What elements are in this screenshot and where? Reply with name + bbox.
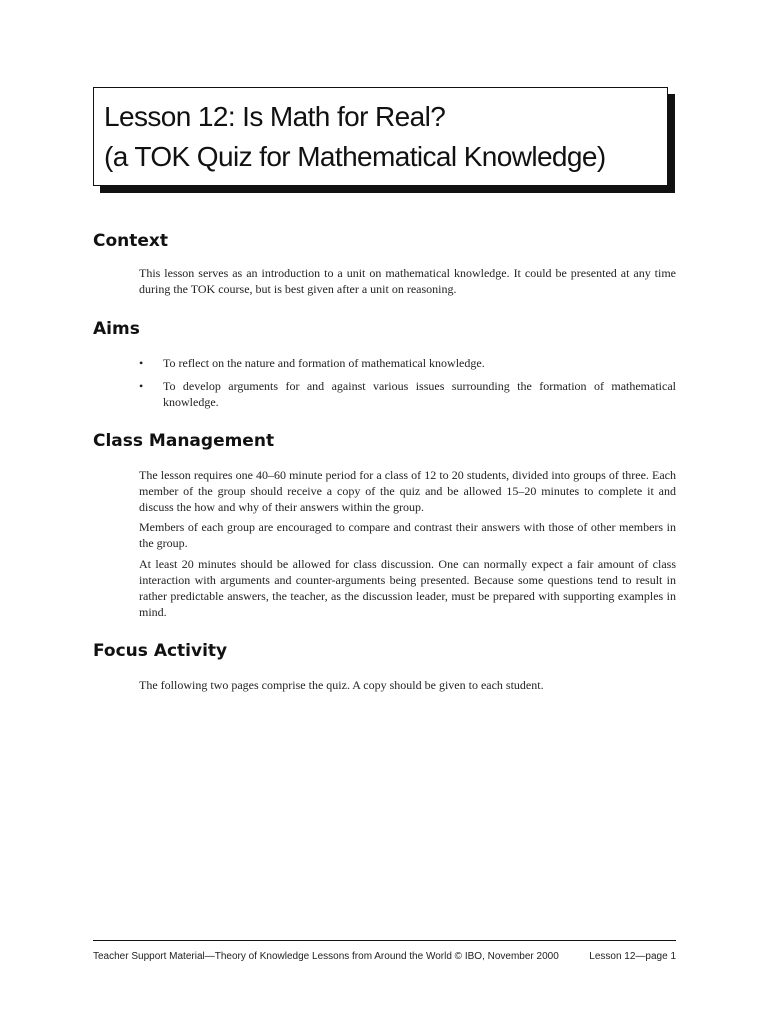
class-management-heading: Class Management bbox=[93, 431, 275, 451]
footer-page-number: Lesson 12—page 1 bbox=[589, 951, 676, 962]
lesson-title: Lesson 12: Is Math for Real? bbox=[104, 101, 446, 132]
bullet-icon: • bbox=[139, 356, 144, 370]
aims-bullet-text: To develop arguments for and against various issues surrounding the formation of mathematical knowledge. bbox=[163, 379, 676, 409]
class-management-paragraph: At least 20 minutes should be allowed for class discussion. One can normally expect a fair amount of class interaction with arguments and counter-arguments being presented. Because some questions tend to result in rather predictable answers, the teacher, as the discussion leader, must be prepared with supporting examples in mind. bbox=[139, 557, 676, 619]
aims-bullet-item bbox=[139, 378, 676, 410]
class-management-paragraph: Members of each group are encouraged to compare and contrast their answers with those of other members in the group. bbox=[139, 520, 676, 550]
lesson-title-box bbox=[93, 87, 668, 186]
aims-bullet-item bbox=[139, 355, 676, 371]
footer-source: Teacher Support Material—Theory of Knowledge Lessons from Around the World © IBO, November 2000 bbox=[93, 951, 559, 962]
focus-activity-heading: Focus Activity bbox=[93, 641, 228, 661]
aims-heading: Aims bbox=[93, 319, 140, 339]
lesson-subtitle: (a TOK Quiz for Mathematical Knowledge) bbox=[104, 141, 606, 172]
context-heading: Context bbox=[93, 231, 169, 251]
class-management-paragraph: The lesson requires one 40–60 minute period for a class of 12 to 20 students, divided into groups of three. Each member of the group should receive a copy of the quiz and be allowed 15–20 minutes to complete it and discuss the how and why of their answers within the group. bbox=[139, 468, 676, 514]
aims-bullet-text: To reflect on the nature and formation of mathematical knowledge. bbox=[163, 356, 485, 370]
focus-activity-paragraph: The following two pages comprise the quiz. A copy should be given to each student. bbox=[139, 678, 544, 692]
footer-divider bbox=[93, 940, 676, 941]
context-paragraph: This lesson serves as an introduction to a unit on mathematical knowledge. It could be presented at any time during the TOK course, but is best given after a unit on reasoning. bbox=[139, 266, 676, 296]
bullet-icon: • bbox=[139, 379, 144, 393]
